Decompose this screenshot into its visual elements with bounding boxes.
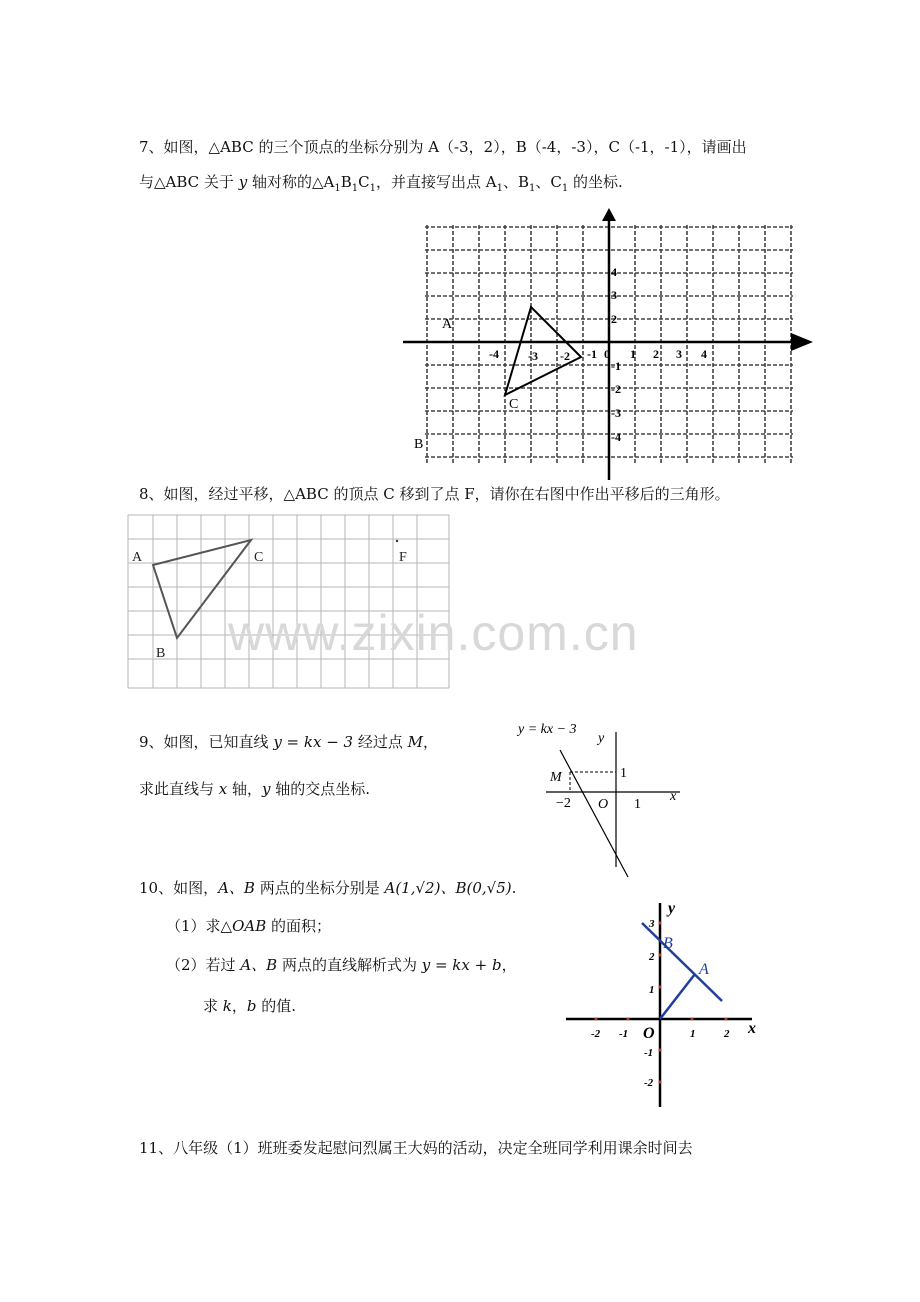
q10-x-tick: 1 <box>690 1028 696 1040</box>
q10-x-label: x <box>748 1020 756 1037</box>
q10-graph <box>560 895 775 1110</box>
q7-x-tick: -4 <box>489 347 499 361</box>
q7-y-tick: -2 <box>611 382 621 396</box>
q10-x-tick: -1 <box>619 1028 629 1040</box>
q7-y-tick: 4 <box>611 265 617 279</box>
q7-y-tick: 2 <box>611 312 617 326</box>
q8-label-c: C <box>254 550 264 565</box>
q8-grid-figure <box>127 514 452 691</box>
q10-y-tick: 3 <box>649 918 655 930</box>
q7-label-a: A <box>442 317 453 332</box>
q7-y-tick: 3 <box>611 288 617 302</box>
q7-x-tick: -3 <box>528 349 538 363</box>
q10-x-tick: -2 <box>591 1028 601 1040</box>
q7-text-line1: 7、如图，△ABC 的三个顶点的坐标分别为 A（-3，2），B（-4，-3），C（-1，-1），请画出 <box>139 138 747 156</box>
q9-x-tick-1: 1 <box>634 797 641 812</box>
q9-text-line2: 求此直线与 x 轴，y 轴的交点坐标. <box>139 780 371 798</box>
q7-y-tick: -4 <box>611 430 621 444</box>
watermark: www.zixin.com.cn <box>228 605 639 661</box>
q10-y-tick: -2 <box>644 1077 654 1089</box>
q7-x-tick: 4 <box>701 347 707 361</box>
q9-y-label: y <box>598 731 605 746</box>
q10-y-tick: -1 <box>644 1047 654 1059</box>
q7-label-c: C <box>509 397 519 412</box>
q10-segment-oa <box>660 974 695 1019</box>
q8-label-f: F <box>399 550 407 565</box>
q10-y-tick: 2 <box>649 951 655 963</box>
q10-part2: （2）若过 A、B 两点的直线解析式为 y = kx + b， <box>166 956 517 974</box>
q10-label-a: A <box>699 961 709 978</box>
q9-text-line1: 9、如图，已知直线 y = kx − 3 经过点 M， <box>139 733 439 751</box>
q10-origin-label: O <box>643 1025 655 1042</box>
q9-y-tick-1: 1 <box>620 766 627 781</box>
q7-x-tick: 1 <box>630 347 636 361</box>
q9-x-tick-neg2: −2 <box>556 796 571 811</box>
q9-x-label: x <box>670 789 677 804</box>
q10-x-tick: 2 <box>724 1028 730 1040</box>
q9-m-label: M <box>550 770 562 785</box>
q7-coordinate-graph <box>395 205 820 485</box>
q8-label-a: A <box>132 550 143 565</box>
q7-text-line2: 与△ABC 关于 y 轴对称的$\triangle A_1B_1C_1$，并直接写出点 $A_1$、$B_1$、$C_1$ 的坐标. <box>139 173 623 194</box>
q7-x-tick: -2 <box>560 349 570 363</box>
q8-text: 8、如图，经过平移，△ABC 的顶点 C 移到了点 F，请你在右图中作出平移后的三角形。 <box>139 485 730 503</box>
q9-equation-label: y = kx − 3 <box>518 722 577 737</box>
q8-grid <box>128 515 449 688</box>
q7-y-tick: -3 <box>611 406 621 420</box>
q11-text: 11、八年级（1）班班委发起慰问烈属王大妈的活动，决定全班同学利用课余时间去 <box>139 1139 693 1157</box>
q9-line-graph <box>510 712 690 882</box>
q7-y-axis-arrow <box>602 208 616 221</box>
q10-y-label: y <box>668 900 676 917</box>
q9-line <box>560 750 628 877</box>
q9-origin-label: O <box>598 797 609 812</box>
q7-label-b: B <box>414 437 424 452</box>
q7-x-tick: 2 <box>653 347 659 361</box>
q7-x-tick: 0 <box>604 347 610 361</box>
q7-x-axis-arrow <box>791 333 813 351</box>
q8-point-f-dot <box>396 540 398 542</box>
q7-x-tick: 3 <box>676 347 682 361</box>
q10-text-line1: 10、如图，A、B 两点的坐标分别是 A(1,√2)、B(0,√5). <box>139 879 517 897</box>
q10-part1: （1）求△OAB 的面积； <box>166 917 332 935</box>
q7-y-tick: -1 <box>611 359 621 373</box>
q10-y-tick: 1 <box>649 984 655 996</box>
q10-label-b: B <box>663 935 673 952</box>
q10-part3: 求 k，b 的值. <box>203 997 297 1015</box>
q8-label-b: B <box>156 646 166 661</box>
q7-x-tick: -1 <box>587 347 597 361</box>
